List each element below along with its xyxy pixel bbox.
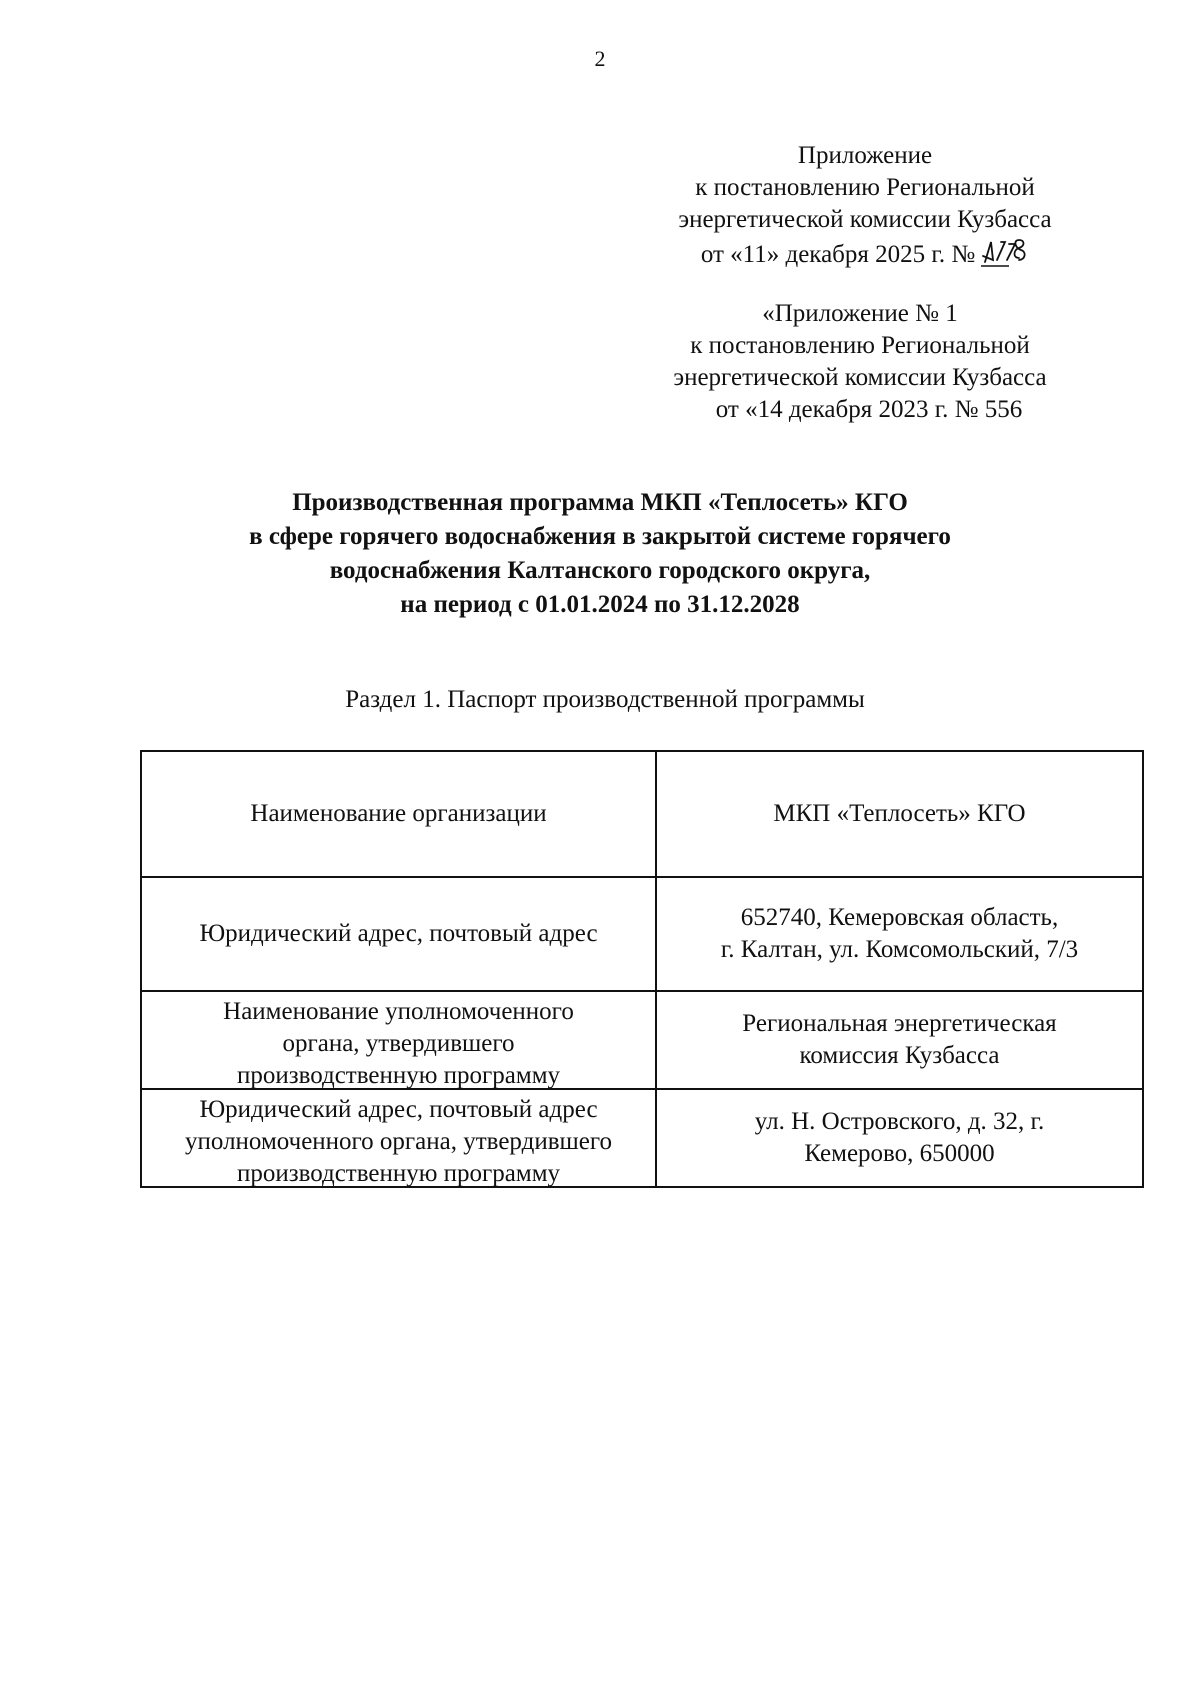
cell-line: органа, утвердившего: [282, 1030, 515, 1057]
table-cell-label: [141, 1089, 656, 1187]
table-cell-value: [656, 751, 1143, 877]
cell-line: Наименование уполномоченного: [223, 998, 574, 1025]
cell-line: МКП «Теплосеть» КГО: [773, 800, 1026, 827]
title-line: на период с 01.01.2024 по 31.12.2028: [400, 591, 800, 618]
cell-line: комиссия Кузбасса: [799, 1042, 1000, 1069]
appendix-line: к постановлению Региональной: [695, 174, 1035, 201]
appendix-date-text: от «11» декабря 2025 г. №: [700, 241, 976, 268]
page-number: 2: [594, 46, 606, 71]
appendix-line: к постановлению Региональной: [690, 332, 1030, 359]
cell-line: уполномоченного органа, утвердившего: [185, 1128, 612, 1155]
table-row: [141, 991, 1143, 1089]
program-title: [150, 486, 1050, 622]
appendix-header-original: [660, 298, 1060, 426]
cell-line: Юридический адрес, почтовый адрес: [199, 1096, 598, 1123]
table-row: [141, 1089, 1143, 1187]
cell-line: г. Калтан, ул. Комсомольский, 7/3: [720, 936, 1079, 963]
appendix-line: Приложение: [797, 142, 933, 169]
title-line: водоснабжения Калтанского городского округа,: [329, 557, 871, 584]
cell-line: Региональная энергетическая: [742, 1010, 1057, 1037]
cell-line: ул. Н. Островского, д. 32, г.: [754, 1108, 1045, 1135]
passport-table: [140, 750, 1144, 1188]
table-cell-label: [141, 877, 656, 991]
table-row: [141, 877, 1143, 991]
cell-line: производственную программу: [236, 1160, 561, 1187]
title-line: Производственная программа МКП «Теплосеть» КГО: [292, 489, 908, 516]
table-cell-label: [141, 991, 656, 1089]
table-cell-label: [141, 751, 656, 877]
cell-line: Кемерово, 650000: [804, 1140, 995, 1167]
table-cell-value: [656, 991, 1143, 1089]
appendix-line: от «14 декабря 2023 г. № 556: [715, 396, 1023, 423]
title-line: в сфере горячего водоснабжения в закрытой системе горячего: [249, 523, 951, 550]
appendix-line: энергетической комиссии Кузбасса: [678, 206, 1052, 233]
appendix-line: энергетической комиссии Кузбасса: [673, 364, 1047, 391]
cell-line: 652740, Кемеровская область,: [740, 904, 1059, 931]
table-cell-value: [656, 1089, 1143, 1187]
appendix-header-current: [665, 140, 1065, 271]
cell-line: производственную программу: [236, 1062, 561, 1089]
cell-line: Наименование организации: [250, 800, 547, 827]
table-cell-value: [656, 877, 1143, 991]
appendix-line: «Приложение № 1: [762, 300, 958, 327]
handwritten-number: [979, 236, 1029, 270]
section-title: Раздел 1. Паспорт производственной программы: [345, 686, 865, 713]
appendix-date-line: [665, 236, 1065, 271]
cell-line: Юридический адрес, почтовый адрес: [199, 920, 598, 947]
table-row: [141, 751, 1143, 877]
